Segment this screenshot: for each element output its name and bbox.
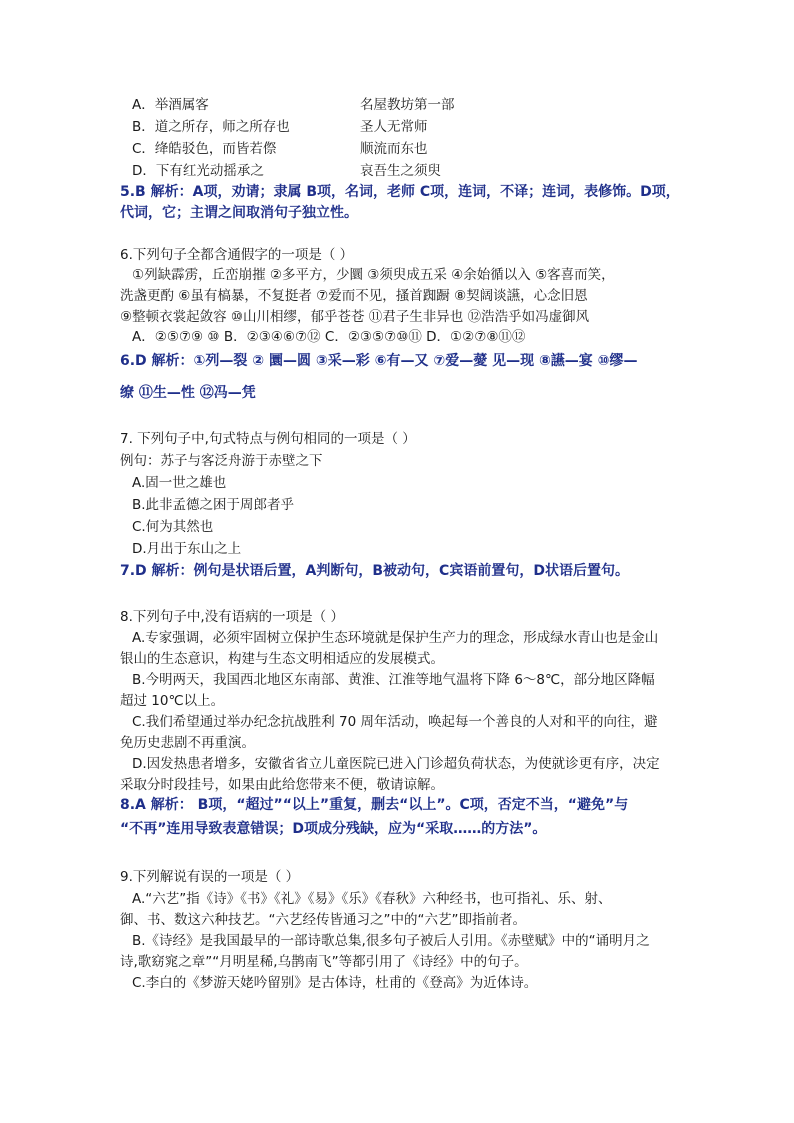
- q6-items-line-2: 洗盏更酌 ⑥虽有槁暴，不复挺者 ⑦爱而不见，搔首踟蹰 ⑧契阔谈讌，心念旧恩: [120, 288, 588, 304]
- q8-option-a-line-2: 银山的生态意识，构建与生态文明相适应的发展模式。: [120, 651, 444, 667]
- q8-stem: 8.下列句子中,没有语病的一项是（ ）: [120, 609, 344, 625]
- q5-option-c-left: C．绛皓驳色，而皆若傺: [132, 141, 277, 157]
- q5-option-b-left: B．道之所存，师之所存也: [132, 119, 290, 135]
- q8-option-c-line-1: C.我们希望通过举办纪念抗战胜利 70 周年活动，唤起每一个善良的人对和平的向往，避: [132, 714, 658, 730]
- q8-option-b-line-2: 超过 10℃以上。: [120, 693, 225, 709]
- q9-option-b-line-2: 诗,歌窈窕之章”“月明星稀,乌鹊南飞”等都引用了《诗经》中的句子。: [120, 954, 528, 970]
- q5-option-b-right: 圣人无常师: [360, 119, 428, 135]
- q7-option-d: D.月出于东山之上: [132, 541, 242, 557]
- q5-option-a-right: 名屋教坊第一部: [360, 97, 455, 113]
- q5-option-d-right: 哀吾生之须臾: [360, 163, 441, 179]
- q7-option-a: A.固一世之雄也: [132, 475, 227, 491]
- q5-option-a: [132, 96, 455, 114]
- q8-option-c-line-2: 免历史悲剧不再重演。: [120, 735, 255, 751]
- q9-stem: 9.下列解说有误的一项是（ ）: [120, 869, 300, 885]
- q6-items-line-1: ①列缺霹雳，丘峦崩摧 ②多平方，少圜 ③须臾成五采 ④余始循以入 ⑤客喜而笑，: [132, 267, 615, 283]
- q6-options: A．②⑤⑦⑨ ⑩ B．②③④⑥⑦⑫ C．②③⑤⑦⑩⑪ D．①②⑦⑧⑪⑫: [132, 329, 526, 345]
- q6-items-line-3: ⑨整顿衣裳起敛容 ⑩山川相缪，郁乎苍苍 ⑪君子生非异也 ⑫浩浩乎如冯虚御风: [120, 309, 590, 325]
- q9-option-b-line-1: B.《诗经》是我国最早的一部诗歌总集,很多句子被后人引用。《赤壁赋》中的“诵明月之: [132, 933, 650, 949]
- q6-answer-line-2: 缭 ⑪生—性 ⑫冯—凭: [120, 385, 256, 401]
- q8-option-d-line-1: D.因发热患者增多，安徽省省立儿童医院已进入门诊超负荷状态，为使就诊更有序，决定: [132, 756, 660, 772]
- q5-answer-line-1: 5.B 解析：A项，劝请；隶属 B项，名词，老师 C项，连词，不译；连词，表修饰。D项，: [120, 184, 680, 200]
- q8-answer-line-2: “不再”连用导致表意错误；D项成分残缺，应为“采取……的方法”。: [120, 821, 547, 837]
- q6-answer-line-1: 6.D 解析：①列—裂 ② 圜—圆 ③采—彩 ⑥有—又 ⑦爱—薆 见—现 ⑧讌—宴 ⑩缪—: [120, 353, 638, 369]
- q9-option-c: C.李白的《梦游天姥吟留别》是古体诗，杜甫的《登高》为近体诗。: [132, 975, 538, 991]
- q5-option-c-right: 顺流而东也: [360, 141, 428, 157]
- q5-option-a-left: A．举酒属客: [132, 97, 209, 113]
- q8-option-a-line-1: A.专家强调，必须牢固树立保护生态环境就是保护生产力的理念，形成绿水青山也是金山: [132, 630, 659, 646]
- q8-answer-line-1: 8.A 解析： B项，“超过”“以上”重复，删去“以上”。C项，否定不当，“避免”与: [120, 797, 629, 813]
- q7-stem: 7. 下列句子中,句式特点与例句相同的一项是（ ）: [120, 431, 416, 447]
- q7-example: 例句：苏子与客泛舟游于赤壁之下: [120, 453, 323, 469]
- q5-option-d-left: D．下有红光动摇承之: [132, 163, 264, 179]
- q8-option-d-line-2: 采取分时段挂号，如果由此给您带来不便，敬请谅解。: [120, 777, 444, 793]
- q6-stem: 6.下列句子全都含通假字的一项是（ ）: [120, 247, 354, 263]
- q9-option-a-line-1: A.“六艺”指《诗》《书》《礼》《易》《乐》《春秋》六种经书，也可指礼、乐、射、: [132, 891, 612, 907]
- q9-option-a-line-2: 御、书、数这六种技艺。“六艺经传皆通习之”中的“六艺”即指前者。: [120, 912, 526, 928]
- q5-option-c: [132, 140, 428, 158]
- q5-option-b: [132, 118, 428, 136]
- q8-option-b-line-1: B.今明两天，我国西北地区东南部、黄淮、江淮等地气温将下降 6～8℃，部分地区降幅: [132, 672, 655, 688]
- q7-answer: 7.D 解析：例句是状语后置，A判断句，B被动句，C宾语前置句，D状语后置句。: [120, 563, 629, 579]
- q7-option-c: C.何为其然也: [132, 519, 214, 535]
- q5-answer-line-2: 代词，它；主谓之间取消句子独立性。: [120, 205, 358, 221]
- q5-option-d: [132, 162, 441, 180]
- q7-option-b: B.此非孟德之困于周郎者乎: [132, 497, 295, 513]
